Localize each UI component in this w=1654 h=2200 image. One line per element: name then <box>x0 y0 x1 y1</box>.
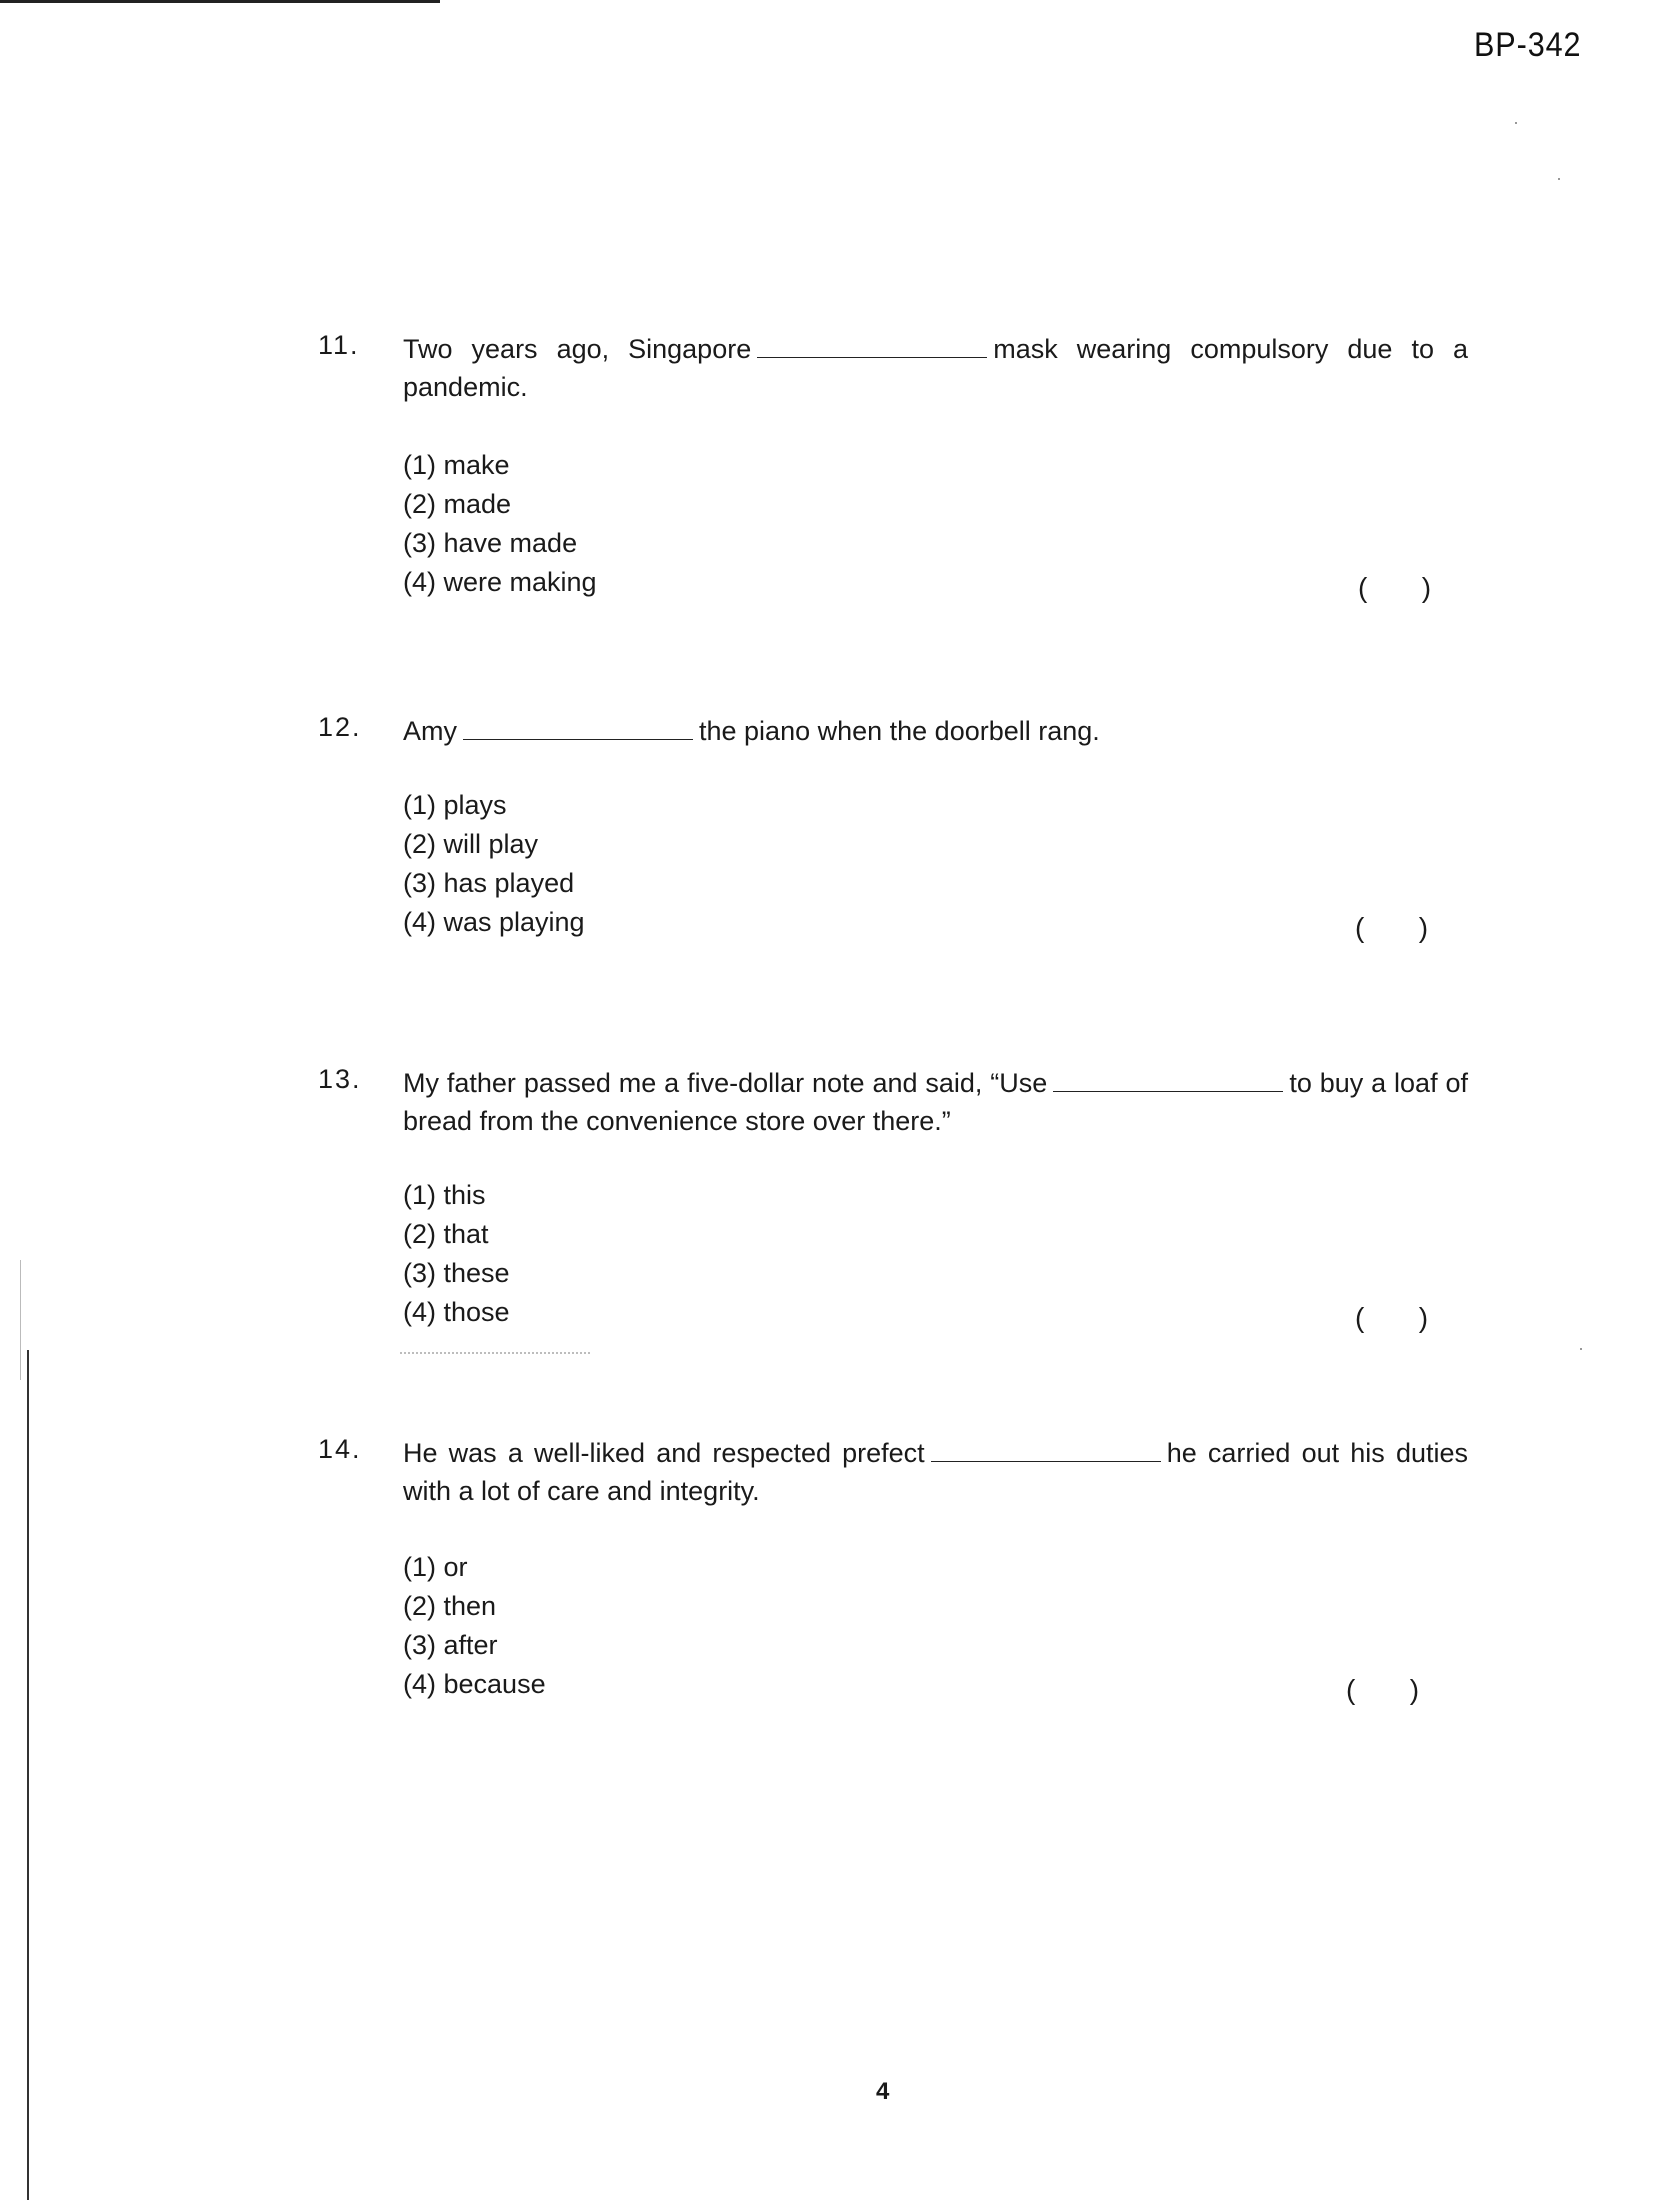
option-1: (1) this <box>403 1180 486 1210</box>
question-number: 11. <box>318 330 360 360</box>
options-list <box>403 446 597 602</box>
scan-edge-line <box>0 0 440 3</box>
answer-blank <box>463 717 693 740</box>
question-text-after: he carried out his duties with a lot of care and integrity. <box>403 1438 1468 1506</box>
option-3: (3) have made <box>403 528 578 558</box>
scan-edge-line <box>20 1260 21 1380</box>
option-2: (2) will play <box>403 829 539 859</box>
question-number: 12. <box>318 712 362 742</box>
question-text-before: Amy <box>403 716 457 746</box>
option-2: (2) made <box>403 489 512 519</box>
answer-blank <box>757 335 987 358</box>
question-text-before: He was a well-liked and respected prefect <box>403 1438 925 1468</box>
answer-bracket: ( ) <box>1358 572 1432 603</box>
question-number: 14. <box>318 1434 362 1464</box>
options-list <box>403 786 585 942</box>
option-3: (3) these <box>403 1258 510 1288</box>
question-text-before: My father passed me a five-dollar note and said, “Use <box>403 1068 1048 1098</box>
option-4: (4) those <box>403 1297 510 1327</box>
question-text-after: mask wearing compulsory due to a pandemic. <box>403 334 1468 402</box>
option-1: (1) make <box>403 450 510 480</box>
options-list <box>403 1176 510 1332</box>
answer-blank <box>1053 1069 1283 1092</box>
question-number: 13. <box>318 1064 362 1094</box>
option-4: (4) was playing <box>403 907 585 937</box>
question-text-before: Two years ago, Singapore <box>403 334 752 364</box>
option-2: (2) that <box>403 1219 489 1249</box>
scan-speck <box>1515 122 1517 124</box>
page-number: 4 <box>876 2078 890 2105</box>
answer-blank <box>931 1439 1161 1462</box>
answer-bracket: ( ) <box>1346 1674 1420 1705</box>
question-text-after: the piano when the doorbell rang. <box>699 716 1100 746</box>
paper-code: BP-342 <box>1474 26 1582 64</box>
question-text <box>403 1064 1468 1140</box>
option-3: (3) after <box>403 1630 498 1660</box>
answer-bracket: ( ) <box>1355 1302 1429 1333</box>
question-text <box>403 330 1468 406</box>
scan-speck <box>1558 178 1560 180</box>
option-2: (2) then <box>403 1591 497 1621</box>
scan-speck <box>1580 1348 1582 1350</box>
option-1: (1) or <box>403 1552 468 1582</box>
option-1: (1) plays <box>403 790 507 820</box>
option-4: (4) were making <box>403 567 597 597</box>
scan-smudge <box>400 1352 590 1354</box>
scan-edge-line <box>27 1350 29 2200</box>
options-list <box>403 1548 546 1704</box>
answer-bracket: ( ) <box>1355 912 1429 943</box>
question-text <box>403 712 1468 750</box>
option-4: (4) because <box>403 1669 546 1699</box>
question-text-after: to buy a loaf of bread from the convenience store over there.” <box>403 1068 1468 1136</box>
question-text <box>403 1434 1468 1510</box>
option-3: (3) has played <box>403 868 575 898</box>
